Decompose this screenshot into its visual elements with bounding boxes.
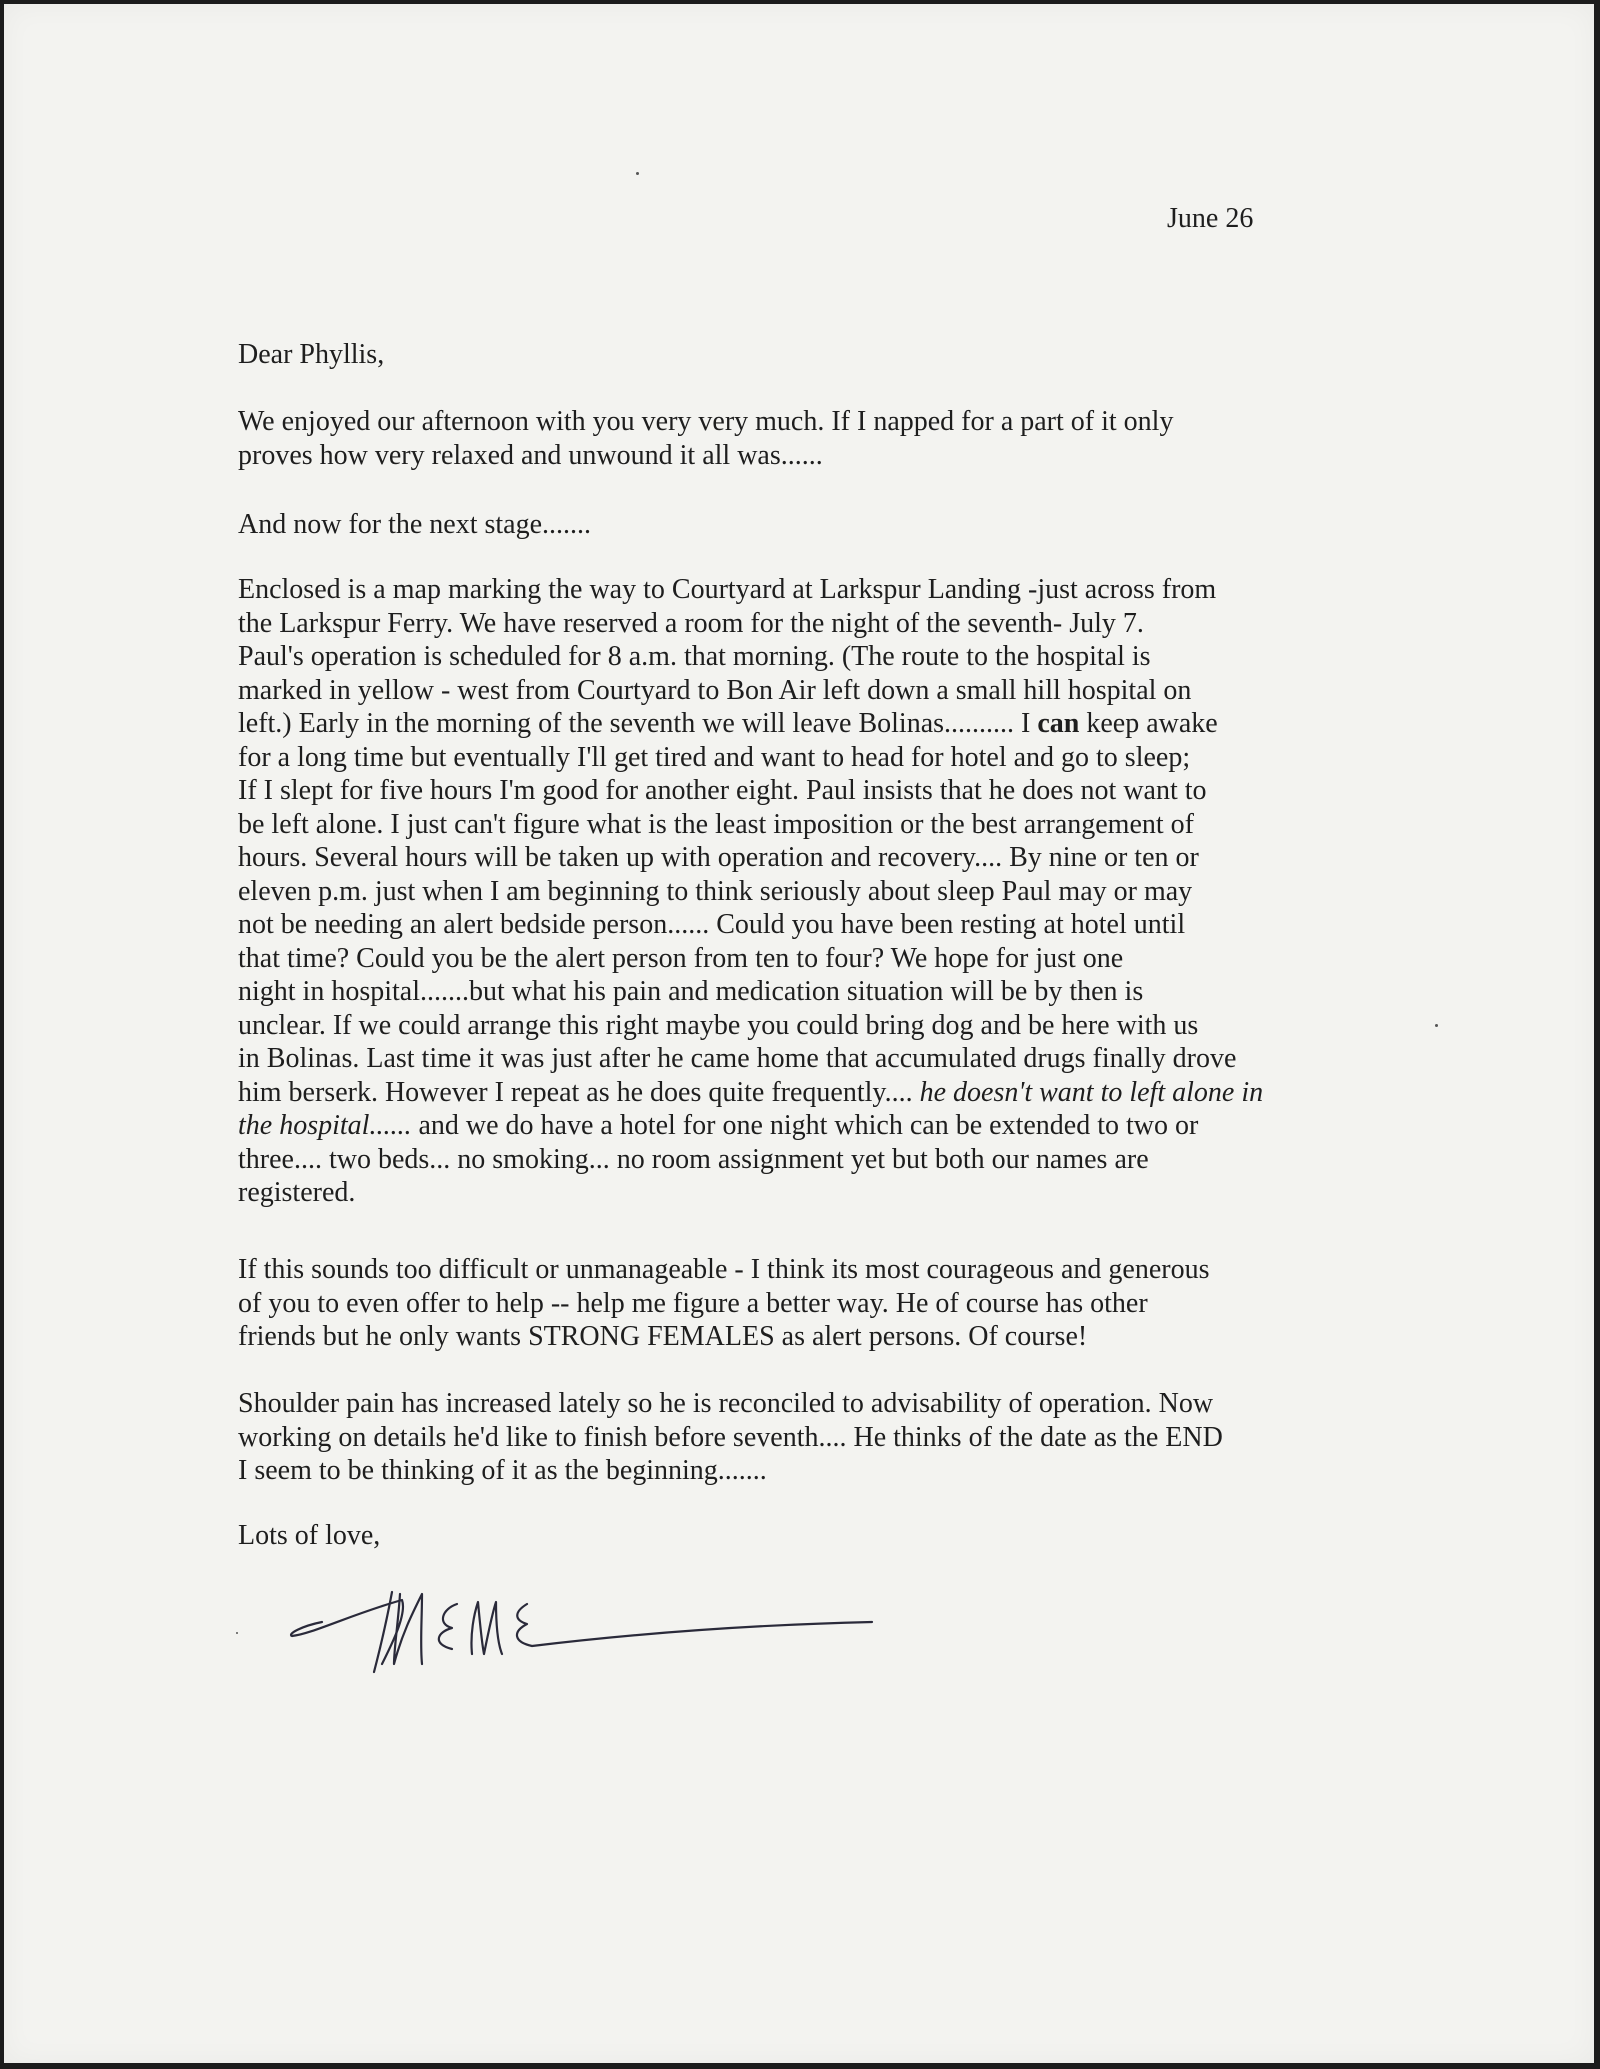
text-line: the Larkspur Ferry. We have reserved a room for the night of the seventh- July 7. [238, 607, 1144, 639]
paper-speck [636, 172, 639, 175]
text-segment: keep awake [1079, 708, 1218, 739]
text-line: friends but he only wants STRONG FEMALES as alert persons. Of course! [238, 1321, 1088, 1352]
text-line: be left alone. I just can't figure what is the least imposition or the best arrangement of [238, 808, 1194, 840]
text-line: proves how very relaxed and unwound it all was...... [238, 439, 823, 471]
text-line [238, 1076, 1368, 1110]
text-segment: and we do have a hotel for one night which can be extended to two or [411, 1110, 1199, 1141]
text-line: Enclosed is a map marking the way to Courtyard at Larkspur Landing -just across from [238, 574, 1217, 605]
text-line: If I slept for five hours I'm good for another eight. Paul insists that he does not want to [238, 775, 1207, 806]
text-line: working on details he'd like to finish before seventh.... He thinks of the date as the END [238, 1421, 1223, 1453]
text-line: If this sounds too difficult or unmanageable - I think its most courageous and generous [238, 1254, 1210, 1285]
paragraph-1 [238, 405, 1368, 472]
emphasis-italic: the hospital...... [238, 1110, 412, 1141]
text-line: unclear. If we could arrange this right maybe you could bring dog and be here with us [238, 1009, 1199, 1041]
text-line: hours. Several hours will be taken up with operation and recovery.... By nine or ten or [238, 842, 1199, 873]
text-line: registered. [238, 1177, 356, 1208]
text-line: Shoulder pain has increased lately so he is reconciled to advisability of operation. Now [238, 1388, 1214, 1419]
text-line: three.... two beds... no smoking... no room assignment yet but both our names are [238, 1143, 1149, 1175]
paper-speck [1435, 1024, 1438, 1027]
text-segment: left.) Early in the morning of the seventh we will leave Bolinas.......... I [238, 708, 1038, 739]
paper-speck [236, 1632, 238, 1634]
salutation: Dear Phyllis, [238, 339, 385, 370]
text-line: for a long time but eventually I'll get tired and want to head for hotel and go to sleep; [238, 741, 1191, 773]
text-line: not be needing an alert bedside person...... Could you have been resting at hotel until [238, 909, 1186, 940]
text-line [238, 707, 1368, 741]
text-line: of you to even offer to help -- help me figure a better way. He of course has other [238, 1287, 1148, 1319]
emphasis-bold: can [1037, 708, 1080, 739]
emphasis-italic: he doesn't want to left alone in [919, 1076, 1264, 1108]
text-line [238, 1109, 1368, 1143]
paragraph-2 [238, 508, 1368, 542]
text-line: in Bolinas. Last time it was just after he came home that accumulated drugs finally drove [238, 1043, 1237, 1074]
letter-date: June 26 [1167, 203, 1254, 234]
letter-page [4, 4, 1594, 2063]
text-line: that time? Could you be the alert person from ten to four? We hope for just one [238, 942, 1124, 974]
handwritten-signature [282, 1564, 882, 1684]
text-line: I seem to be thinking of it as the beginning....... [238, 1455, 767, 1486]
text-line: Paul's operation is scheduled for 8 a.m. that morning. (The route to the hospital is [238, 641, 1151, 672]
text-line: And now for the next stage....... [238, 509, 592, 540]
text-line: night in hospital.......but what his pain and medication situation will be by then is [238, 976, 1144, 1007]
paragraph-4 [238, 1253, 1368, 1354]
text-line: marked in yellow - west from Courtyard to Bon Air left down a small hill hospital on [238, 674, 1192, 706]
paragraph-5 [238, 1387, 1368, 1488]
text-line: eleven p.m. just when I am beginning to think seriously about sleep Paul may or may [238, 875, 1193, 907]
paragraph-3 [238, 573, 1368, 1210]
text-segment: him berserk. However I repeat as he does quite frequently.... [238, 1076, 920, 1108]
text-line: We enjoyed our afternoon with you very very much. If I napped for a part of it only [238, 406, 1174, 437]
closing: Lots of love, [238, 1520, 381, 1551]
